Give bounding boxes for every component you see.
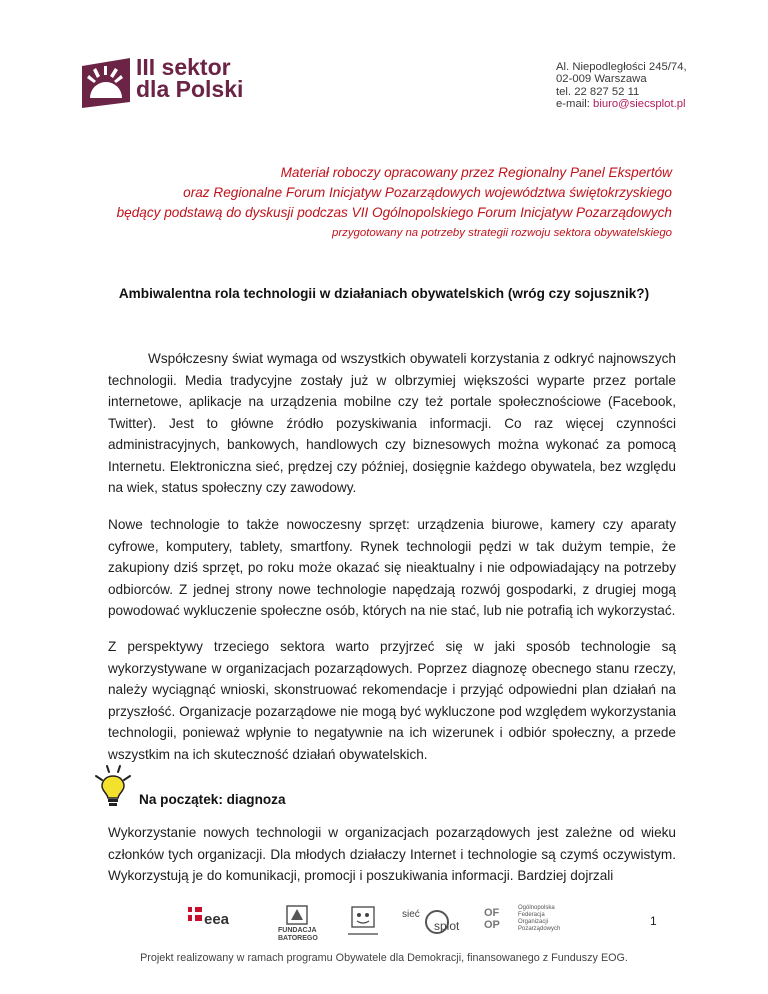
ofop-letters: OF OP bbox=[484, 907, 500, 931]
page-number: 1 bbox=[650, 914, 657, 928]
lightbulb-icon bbox=[92, 764, 134, 810]
email-line bbox=[556, 98, 687, 110]
logo-text bbox=[136, 56, 243, 100]
email-link[interactable]: biuro@siecsplot.pl bbox=[593, 97, 686, 110]
siec-splot-logo bbox=[402, 905, 474, 941]
paragraph-1-text: Współczesny świat wymaga od wszystkich obywateli korzystania z odkryć najnowszych technologii. Media tradycyjne zostały już w olbrzymiej większości wyparte przez portale internetowe, aplikacje na urządzenia mobilne czy też portale społecznościowe (Facebook, Twitter). Jest to główne źródło pozyskiwania informacji. Co raz więcej czynności administracyjnych, bankowych, handlowych czy biznesowych można wykonać za pomocą Internetu. Elektroniczna sieć, prędzej czy później, dosięgnie każdego obywatela, bez względu na wiek, status społeczny czy zawodowy. bbox=[108, 351, 676, 495]
ofop-logo bbox=[484, 905, 574, 941]
paragraph-1 bbox=[108, 348, 676, 499]
paragraph-3-text: Z perspektywy trzeciego sektora warto przyjrzeć się w jaki sposób technologie są wykorzystywane w organizacjach pozarządowych. Poprzez diagnozę obecnego stanu rzeczy, należy wyciągnąć wnioski, skonstruować rekomendacje i przyjąć odpowiedni plan działań na przyszłość. Organizacje pozarządowe nie mogą być wykluczone pod względem wykorzystania technologii, ponieważ wpłynie to negatywnie na ich wizerunek i odbiór społeczny, a przede wszystkim na ich skuteczność działań obywatelskich. bbox=[108, 639, 676, 762]
footer-text: Projekt realizowany w ramach programu Obywatele dla Demokracji, finansowanego z Funduszy EOG. bbox=[140, 952, 628, 964]
siec-text: sieć bbox=[402, 909, 420, 920]
email-label: e-mail: bbox=[556, 97, 594, 110]
footer-logos bbox=[180, 905, 650, 945]
ofop-line-2: Federacja bbox=[518, 912, 545, 918]
eea-flag-icon bbox=[188, 907, 202, 921]
batory-logo bbox=[268, 905, 328, 941]
paragraph-4 bbox=[108, 822, 676, 887]
batory-emblem-icon bbox=[286, 905, 308, 925]
section-heading: Na początek: diagnoza bbox=[139, 792, 286, 807]
splot-text: splot bbox=[434, 919, 460, 933]
address-block bbox=[556, 61, 687, 110]
intro-line-4: przygotowany na potrzeby strategii rozwoju sektora obywatelskiego bbox=[332, 227, 672, 239]
address-line-3: tel. 22 827 52 11 bbox=[556, 85, 640, 98]
document-title: Ambiwalentna rola technologii w działaniach obywatelskich (wróg czy sojusznik?) bbox=[118, 286, 650, 301]
logo bbox=[80, 56, 250, 110]
eea-grants-logo bbox=[180, 905, 240, 941]
logo-line-2: dla Polski bbox=[136, 76, 244, 102]
ofop-line-3: Organizacji bbox=[518, 919, 549, 925]
eea-text: eea bbox=[204, 911, 230, 928]
intro-line-1: Materiał roboczy opracowany przez Regionalny Panel Ekspertów bbox=[280, 165, 672, 180]
batory-line-2: BATOREGO bbox=[278, 935, 318, 942]
partner-emblem-icon bbox=[342, 905, 384, 941]
batory-line-1: FUNDACJA bbox=[278, 927, 317, 934]
address-line-1: Al. Niepodległości 245/74, bbox=[556, 61, 687, 73]
intro-line-2: oraz Regionalne Forum Inicjatyw Pozarządowych województwa świętokrzyskiego bbox=[183, 185, 672, 200]
logo-line-1: III sektor bbox=[136, 54, 231, 80]
intro-line-3: będący podstawą do dyskusji podczas VII Ogólnopolskiego Forum Inicjatyw Pozarządowych bbox=[116, 205, 672, 220]
sunrise-logo-icon bbox=[80, 56, 132, 110]
paragraph-3 bbox=[108, 636, 676, 765]
address-line-2: 02-009 Warszawa bbox=[556, 73, 647, 86]
paragraph-2-text: Nowe technologie to także nowoczesny sprzęt: urządzenia biurowe, kamery czy aparaty cyfrowe, komputery, tablety, smartfony. Rynek technologii pędzi w tak dużym tempie, że zakupiony dziś sprzęt, po roku może okazać się nieaktualny i nie odpowiadający na potrzeby odbiorców. Z jednej strony nowe technologie napędzają rozwój gospodarki, z drugiej mogą powodować wykluczenie społeczne osób, których na nie stać, lub nie potrafią ich wykorzystać. bbox=[108, 517, 676, 618]
ofop-line-4: Pozarządowych bbox=[518, 926, 561, 932]
ofop-line-1: Ogólnopolska bbox=[518, 905, 555, 911]
paragraph-4-text: Wykorzystanie nowych technologii w organizacjach pozarządowych jest zależne od wieku członków tych organizacji. Dla młodych działaczy Internet i technologie są czymś oczywistym. Wykorzystują je do komunikacji, promocji i poszukiwania informacji. Bardziej dojrzali bbox=[108, 825, 676, 883]
paragraph-2 bbox=[108, 514, 676, 622]
intro-block bbox=[117, 163, 672, 243]
